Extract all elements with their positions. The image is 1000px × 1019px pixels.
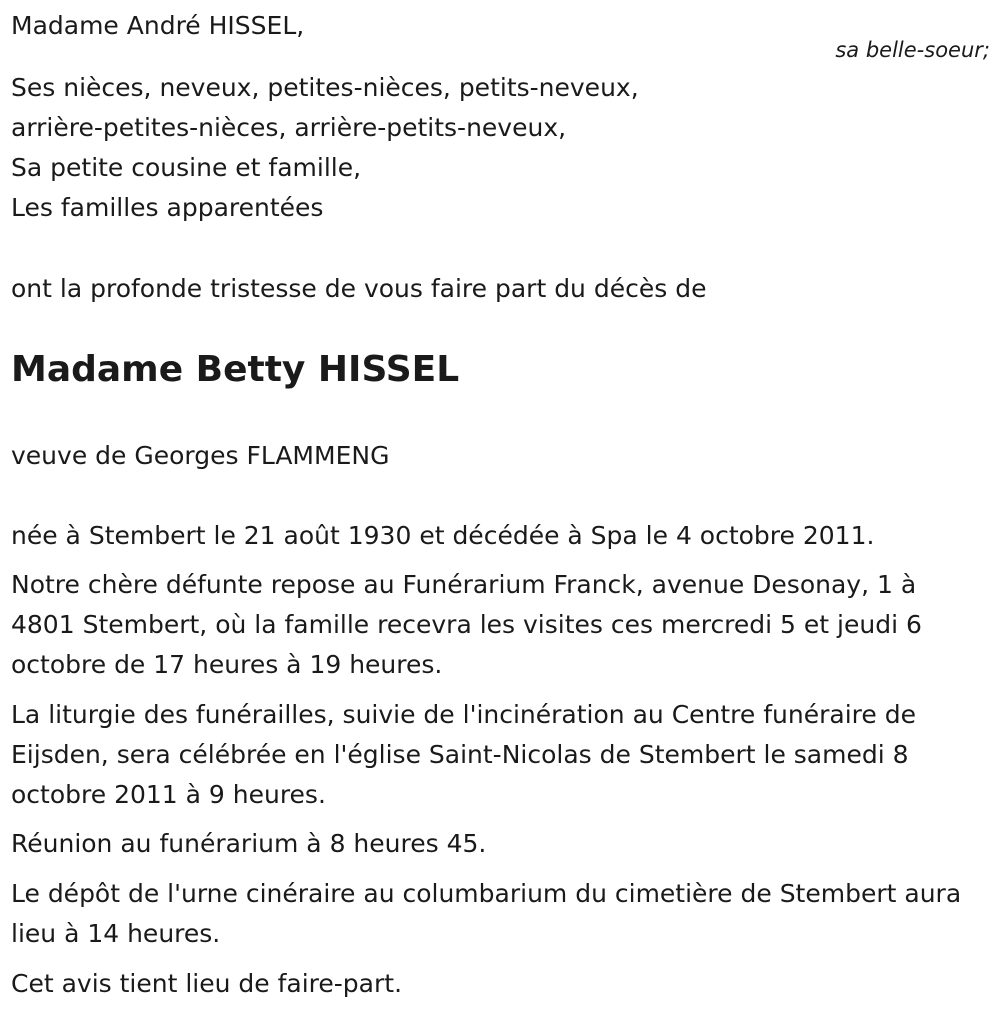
family-line: Sa petite cousine et famille, — [11, 153, 362, 182]
family-line: arrière-petites-nièces, arrière-petits-neveux, — [11, 113, 567, 142]
sender-name: Madame André HISSEL, — [11, 11, 305, 40]
family-list — [11, 68, 639, 228]
widow-of: veuve de Georges FLAMMENG — [11, 441, 390, 470]
meeting-text: Réunion au funérarium à 8 heures 45. — [11, 829, 487, 858]
liturgy-paragraph: La liturgie des funérailles, suivie de l'incinération au Centre funéraire de Eijsden, sera célébrée en l'église Saint-Nicolas de Stembert le samedi 8 octobre 2011 à 9 heures. — [11, 700, 916, 809]
announcement-text: ont la profonde tristesse de vous faire part du décès de — [11, 274, 707, 303]
deceased-name: Madame Betty HISSEL — [11, 349, 460, 390]
family-line: Les familles apparentées — [11, 193, 324, 222]
visitation-paragraph: Notre chère défunte repose au Funérarium Franck, avenue Desonay, 1 à 4801 Stembert, où la famille recevra les visites ces mercredi 5 et jeudi 6 octobre de 17 heures à 19 heures. — [11, 570, 922, 679]
sender-relation: sa belle-soeur; — [835, 38, 990, 62]
birth-death-text: née à Stembert le 21 août 1930 et décédée à Spa le 4 octobre 2011. — [11, 521, 875, 550]
family-line: Ses nièces, neveux, petites-nièces, petits-neveux, — [11, 73, 639, 102]
urn-paragraph: Le dépôt de l'urne cinéraire au columbarium du cimetière de Stembert aura lieu à 14 heures. — [11, 879, 962, 948]
notice-text: Cet avis tient lieu de faire-part. — [11, 969, 403, 998]
